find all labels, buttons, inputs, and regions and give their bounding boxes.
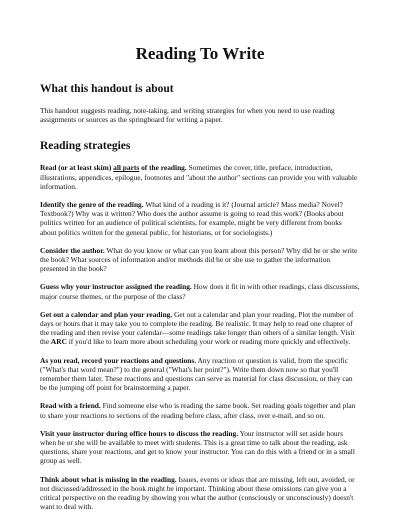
arc-link[interactable]: ARC <box>50 337 67 347</box>
about-heading: What this handout is about <box>40 83 174 95</box>
strategy-read-all-parts <box>40 163 360 191</box>
strategy-body: What kind of a reading is it? (Journal article? Mass media? Novel? Textbook?) Why was it written? Who does the author assume is going to read this work? (Books about politics written for an audience of political scientists, for example, might be very different from books about politics written for the general public, for historians, or for sociologists.) <box>40 200 344 237</box>
strategy-lead: Identify the genre of the reading. <box>40 200 144 210</box>
strategy-consider-author <box>40 246 360 274</box>
strategy-plan-reading <box>40 310 360 347</box>
strategy-visit-instructor <box>40 429 360 466</box>
strategy-lead-part: of the reading. <box>139 163 187 173</box>
strategy-body: Issues, events or ideas that are missing, left out, avoided, or not discussed/addressed in the book might be important. Thinking about these omissions can give you a critical perspective on the reading by showing you what the author (consciously or unconsciously) doesn't want to deal with. <box>40 474 355 512</box>
strategy-lead-part: Read (or at least skim) <box>40 163 114 173</box>
strategy-guess-why-assigned <box>40 282 360 300</box>
strategies-heading: Reading strategies <box>40 140 131 153</box>
strategy-body: How does it fit in with other readings, class discussions, major course themes, or the purpose of the class? <box>40 282 360 301</box>
strategy-what-is-missing <box>40 475 360 512</box>
strategy-identify-genre <box>40 200 360 237</box>
strategy-lead: Consider the author. <box>40 245 105 255</box>
strategy-body: if you'd like to learn more about scheduling your work or reading more quickly and effectively. <box>66 337 351 347</box>
about-paragraph: This handout suggests reading, note-taking, and writing strategies for when you need to use reading assignments or sources as the springboard for writing a paper. <box>40 106 335 125</box>
strategy-lead: As you read, record your reactions and questions. <box>40 355 197 365</box>
strategy-lead: Get out a calendar and plan your reading. <box>40 309 173 319</box>
strategy-body: Sometimes the cover, title, preface, introduction, illustrations, appendices, epilogue, footnotes and "about the author" sections can provide you with valuable information. <box>40 163 358 191</box>
strategy-lead: Guess why your instructor assigned the reading. <box>40 282 192 292</box>
strategy-body: What do you know or what can you learn about this person? Why did he or she write the book? What sources of information and/or methods did he or she use to gather the information presented in the book? <box>40 245 358 274</box>
strategy-body: Your instructor will set aside hours when he or she will be available to meet with students. This is a great time to talk about the reading, ask questions, share your reactions, and get to know your instructor. You can do this with a friend or in a small group as well. <box>40 428 355 466</box>
strategy-lead: Think about what is missing in the reading. <box>40 474 177 484</box>
strategy-lead <box>40 163 187 172</box>
strategy-body: Any reaction or question is valid, from the specific ("What's that word mean?") to the general ("What's her point?"). Write them down now so that you'll remember them later. These reactions and questions can serve as material for class discussion, or they can be the jumping off point for brainstorming a paper. <box>40 355 353 393</box>
strategy-lead-underlined: all parts <box>113 163 140 173</box>
strategy-read-with-friend <box>40 401 360 419</box>
page-title: Reading To Write <box>135 44 265 63</box>
strategy-record-reactions <box>40 356 360 393</box>
strategy-lead: Visit your instructor during office hours to discuss the reading. <box>40 428 239 438</box>
strategy-body: Find someone else who is reading the same book. Set reading goals together and plan to share your reactions to sections of the reading before class, after class, over e-mail, and so on. <box>40 401 356 420</box>
strategy-body: Get out a calendar and plan your reading. Plot the number of days or hours that it may take you to complete the reading. Be realistic. It may help to read one chapter of the reading and then revise your calendar—some readings take longer than others of a similar length. Visit the <box>40 309 355 347</box>
strategy-lead: Read with a friend. <box>40 401 101 411</box>
